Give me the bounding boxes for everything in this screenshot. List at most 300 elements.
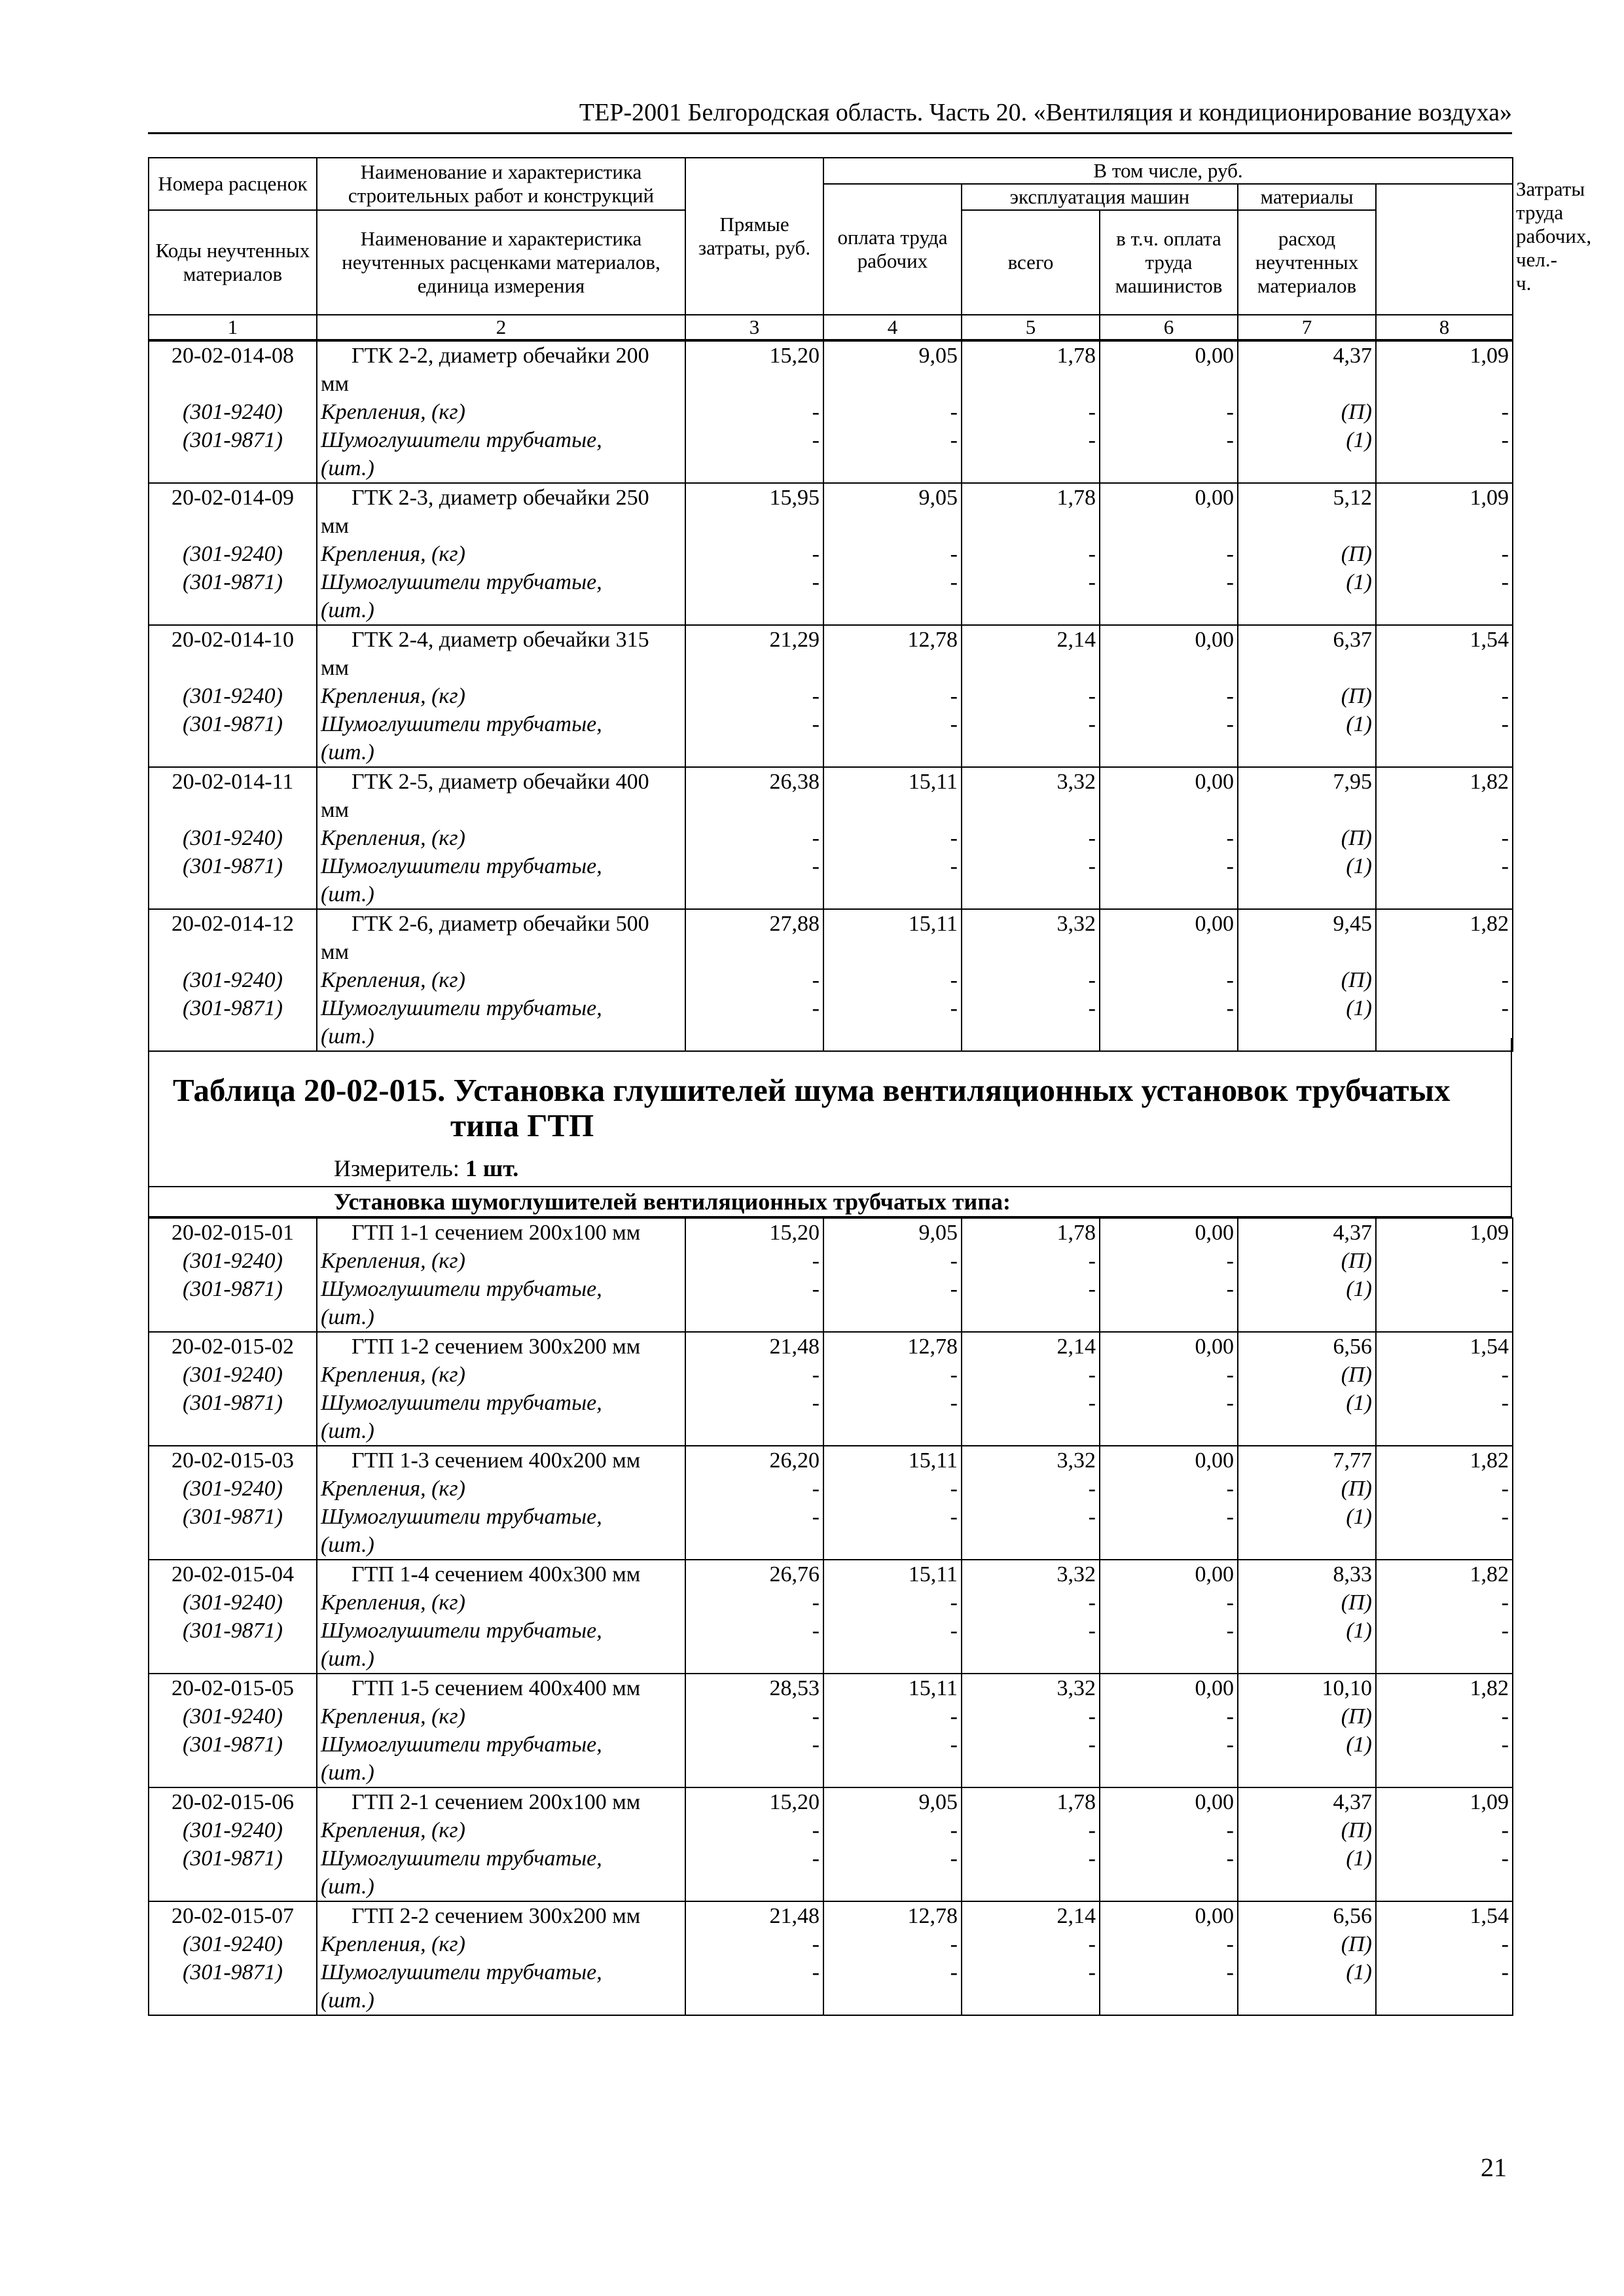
material-name: Крепления, (кг) xyxy=(317,1247,685,1275)
dash-cell: - xyxy=(1376,1731,1513,1759)
direct-costs: 21,48 xyxy=(685,1332,823,1361)
dash-cell: - xyxy=(1100,1930,1238,1958)
material-row xyxy=(149,966,1513,994)
material-row-continuation xyxy=(149,1873,1513,1901)
material-row xyxy=(149,568,1513,596)
empty-cell xyxy=(1100,596,1238,625)
rate-code: 20-02-014-10 xyxy=(149,625,317,654)
dash-cell: - xyxy=(1376,824,1513,852)
rate-code: 20-02-015-03 xyxy=(149,1446,317,1475)
empty-cell xyxy=(685,1986,823,2015)
material-row xyxy=(149,1958,1513,1986)
dash-cell: - xyxy=(1376,1275,1513,1303)
direct-costs: 27,88 xyxy=(685,909,823,938)
empty-cell xyxy=(823,370,962,398)
dash-cell: - xyxy=(1376,1588,1513,1617)
empty-cell xyxy=(149,738,317,767)
empty-cell xyxy=(823,654,962,682)
material-row xyxy=(149,1930,1513,1958)
col-num-8: 8 xyxy=(1376,315,1513,340)
labor-pay: 9,05 xyxy=(823,1218,962,1247)
material-code: (301-9871) xyxy=(149,852,317,880)
empty-cell xyxy=(1238,796,1376,824)
empty-cell xyxy=(1238,512,1376,540)
empty-cell xyxy=(962,454,1100,483)
empty-cell xyxy=(1376,454,1513,483)
machines-total: 1,78 xyxy=(962,483,1100,512)
machinists-pay: 0,00 xyxy=(1100,1560,1238,1588)
empty-cell xyxy=(149,370,317,398)
empty-cell xyxy=(1238,1759,1376,1787)
empty-cell xyxy=(962,1531,1100,1560)
empty-cell xyxy=(1238,1986,1376,2015)
empty-cell xyxy=(962,938,1100,966)
material-code: (301-9871) xyxy=(149,1617,317,1645)
dash-cell: - xyxy=(685,1731,823,1759)
material-name: Шумоглушители трубчатые, xyxy=(317,852,685,880)
empty-cell xyxy=(1238,1417,1376,1446)
empty-cell xyxy=(1376,938,1513,966)
material-name: Шумоглушители трубчатые, xyxy=(317,568,685,596)
labor-pay: 9,05 xyxy=(823,483,962,512)
rate-code: 20-02-015-04 xyxy=(149,1560,317,1588)
col-num-4: 4 xyxy=(823,315,962,340)
empty-cell xyxy=(685,1531,823,1560)
dash-cell: - xyxy=(1376,1503,1513,1531)
empty-cell xyxy=(1100,1303,1238,1332)
empty-cell xyxy=(962,738,1100,767)
labor-hours: 1,09 xyxy=(1376,341,1513,370)
empty-cell xyxy=(1238,454,1376,483)
dash-cell: - xyxy=(823,1958,962,1986)
empty-cell xyxy=(823,1759,962,1787)
table-section-title xyxy=(148,1038,1512,1186)
material-row xyxy=(149,398,1513,426)
page-number: 21 xyxy=(1481,2153,1507,2182)
material-code: (301-9240) xyxy=(149,398,317,426)
rate-code: 20-02-014-09 xyxy=(149,483,317,512)
empty-cell xyxy=(685,454,823,483)
direct-costs: 26,38 xyxy=(685,767,823,796)
work-name: ГТК 2-3, диаметр обечайки 250 xyxy=(317,483,685,512)
material-row xyxy=(149,1588,1513,1617)
dash-cell: - xyxy=(685,1588,823,1617)
dash-cell: - xyxy=(823,1389,962,1417)
dash-cell: - xyxy=(1376,426,1513,454)
dash-cell: - xyxy=(962,1503,1100,1531)
labor-hours: 1,82 xyxy=(1376,1674,1513,1702)
dash-cell: - xyxy=(1376,1475,1513,1503)
material-name: Крепления, (кг) xyxy=(317,682,685,710)
machinists-pay: 0,00 xyxy=(1100,1901,1238,1930)
empty-cell xyxy=(962,880,1100,909)
table-row xyxy=(149,1218,1513,1247)
material-row xyxy=(149,1503,1513,1531)
material-qty: (П) xyxy=(1238,1702,1376,1731)
labor-pay: 15,11 xyxy=(823,1674,962,1702)
material-qty: (П) xyxy=(1238,1588,1376,1617)
empty-cell xyxy=(962,1873,1100,1901)
material-qty: (П) xyxy=(1238,1816,1376,1844)
material-qty: (П) xyxy=(1238,1930,1376,1958)
dash-cell: - xyxy=(1376,1361,1513,1389)
dash-cell: - xyxy=(962,1617,1100,1645)
dash-cell: - xyxy=(1100,1844,1238,1873)
material-row xyxy=(149,1475,1513,1503)
material-code: (301-9871) xyxy=(149,1844,317,1873)
col-num-6: 6 xyxy=(1100,315,1238,340)
dash-cell: - xyxy=(685,1361,823,1389)
dash-cell: - xyxy=(1100,710,1238,738)
empty-cell xyxy=(962,512,1100,540)
dash-cell: - xyxy=(823,1731,962,1759)
dash-cell: - xyxy=(823,1475,962,1503)
dash-cell: - xyxy=(1100,1503,1238,1531)
material-name: Крепления, (кг) xyxy=(317,1702,685,1731)
dash-cell: - xyxy=(685,852,823,880)
work-name-cont: мм xyxy=(317,938,685,966)
empty-cell xyxy=(962,1303,1100,1332)
machines-total: 3,32 xyxy=(962,909,1100,938)
material-code: (301-9871) xyxy=(149,426,317,454)
empty-cell xyxy=(685,596,823,625)
dash-cell: - xyxy=(1376,1702,1513,1731)
material-qty: (1) xyxy=(1238,426,1376,454)
rate-code: 20-02-015-07 xyxy=(149,1901,317,1930)
machinists-pay: 0,00 xyxy=(1100,1787,1238,1816)
empty-cell xyxy=(1100,1986,1238,2015)
materials: 5,12 xyxy=(1238,483,1376,512)
dash-cell: - xyxy=(823,540,962,568)
machines-total: 2,14 xyxy=(962,1332,1100,1361)
material-row xyxy=(149,1275,1513,1303)
material-name: Шумоглушители трубчатые, xyxy=(317,994,685,1022)
dash-cell: - xyxy=(1100,1731,1238,1759)
table-row xyxy=(149,625,1513,654)
running-header: ТЕР-2001 Белгородская область. Часть 20. «Вентиляция и кондиционирование воздуха» xyxy=(148,93,1512,134)
empty-cell xyxy=(1238,1303,1376,1332)
dash-cell: - xyxy=(823,1702,962,1731)
work-name: ГТП 2-2 сечением 300х200 мм xyxy=(317,1901,685,1930)
dash-cell: - xyxy=(962,1247,1100,1275)
material-name: Шумоглушители трубчатые, xyxy=(317,1389,685,1417)
empty-cell xyxy=(1238,738,1376,767)
dash-cell: - xyxy=(1100,1475,1238,1503)
material-code: (301-9240) xyxy=(149,1816,317,1844)
dash-cell: - xyxy=(1100,540,1238,568)
rate-code: 20-02-014-11 xyxy=(149,767,317,796)
material-row xyxy=(149,1389,1513,1417)
material-qty: (П) xyxy=(1238,398,1376,426)
rates-table-bottom xyxy=(148,1217,1513,2016)
material-row xyxy=(149,1816,1513,1844)
material-row xyxy=(149,710,1513,738)
material-code: (301-9871) xyxy=(149,1389,317,1417)
dash-cell: - xyxy=(823,1275,962,1303)
material-name: Крепления, (кг) xyxy=(317,966,685,994)
dash-cell: - xyxy=(962,1588,1100,1617)
empty-cell xyxy=(149,512,317,540)
dash-cell: - xyxy=(1376,1617,1513,1645)
material-qty: (П) xyxy=(1238,540,1376,568)
dash-cell: - xyxy=(1376,568,1513,596)
empty-cell xyxy=(1376,1417,1513,1446)
material-row xyxy=(149,852,1513,880)
empty-cell xyxy=(1100,1873,1238,1901)
dash-cell: - xyxy=(1376,966,1513,994)
empty-cell xyxy=(1376,738,1513,767)
material-name: Крепления, (кг) xyxy=(317,540,685,568)
material-name: Шумоглушители трубчатые, xyxy=(317,1844,685,1873)
dash-cell: - xyxy=(685,994,823,1022)
dash-cell: - xyxy=(685,540,823,568)
dash-cell: - xyxy=(1100,966,1238,994)
empty-cell xyxy=(685,512,823,540)
labor-hours: 1,09 xyxy=(1376,1787,1513,1816)
dash-cell: - xyxy=(962,682,1100,710)
empty-cell xyxy=(1100,370,1238,398)
dash-cell: - xyxy=(823,426,962,454)
material-name: Крепления, (кг) xyxy=(317,1816,685,1844)
dash-cell: - xyxy=(962,426,1100,454)
material-unit: (шт.) xyxy=(317,1986,685,2015)
dash-cell: - xyxy=(685,1702,823,1731)
empty-cell xyxy=(1238,938,1376,966)
dash-cell: - xyxy=(1376,398,1513,426)
material-row-continuation xyxy=(149,1303,1513,1332)
work-name: ГТК 2-2, диаметр обечайки 200 xyxy=(317,341,685,370)
rate-code: 20-02-014-12 xyxy=(149,909,317,938)
empty-cell xyxy=(685,1759,823,1787)
material-code: (301-9871) xyxy=(149,1275,317,1303)
materials: 6,37 xyxy=(1238,625,1376,654)
material-unit: (шт.) xyxy=(317,1022,685,1051)
labor-pay: 15,11 xyxy=(823,909,962,938)
material-row xyxy=(149,1361,1513,1389)
material-unit: (шт.) xyxy=(317,454,685,483)
material-qty: (1) xyxy=(1238,1389,1376,1417)
work-name: ГТП 2-1 сечением 200х100 мм xyxy=(317,1787,685,1816)
table-row-continuation xyxy=(149,370,1513,398)
dash-cell: - xyxy=(823,824,962,852)
material-row-continuation xyxy=(149,454,1513,483)
machines-total: 3,32 xyxy=(962,767,1100,796)
material-code: (301-9871) xyxy=(149,568,317,596)
dash-cell: - xyxy=(1376,682,1513,710)
materials: 7,95 xyxy=(1238,767,1376,796)
table-row xyxy=(149,909,1513,938)
material-name: Шумоглушители трубчатые, xyxy=(317,1958,685,1986)
empty-cell xyxy=(823,1531,962,1560)
dash-cell: - xyxy=(1376,852,1513,880)
machinists-pay: 0,00 xyxy=(1100,1446,1238,1475)
direct-costs: 15,20 xyxy=(685,1787,823,1816)
dash-cell: - xyxy=(1100,1958,1238,1986)
dash-cell: - xyxy=(1376,1844,1513,1873)
empty-cell xyxy=(1100,1417,1238,1446)
material-qty: (П) xyxy=(1238,966,1376,994)
empty-cell xyxy=(149,596,317,625)
empty-cell xyxy=(823,512,962,540)
empty-cell xyxy=(1100,1759,1238,1787)
rate-code: 20-02-015-05 xyxy=(149,1674,317,1702)
empty-cell xyxy=(1376,1986,1513,2015)
material-name: Крепления, (кг) xyxy=(317,1361,685,1389)
work-name: ГТП 1-5 сечением 400х400 мм xyxy=(317,1674,685,1702)
work-name-cont: мм xyxy=(317,796,685,824)
labor-hours: 1,09 xyxy=(1376,1218,1513,1247)
material-row-continuation xyxy=(149,1759,1513,1787)
empty-cell xyxy=(1376,1303,1513,1332)
material-qty: (1) xyxy=(1238,994,1376,1022)
dash-cell: - xyxy=(1100,994,1238,1022)
empty-cell xyxy=(1376,1759,1513,1787)
dash-cell: - xyxy=(962,1958,1100,1986)
material-name: Крепления, (кг) xyxy=(317,1475,685,1503)
labor-hours: 1,09 xyxy=(1376,483,1513,512)
dash-cell: - xyxy=(1100,682,1238,710)
table-row-continuation xyxy=(149,512,1513,540)
labor-hours: 1,82 xyxy=(1376,1446,1513,1475)
empty-cell xyxy=(1376,1873,1513,1901)
empty-cell xyxy=(1376,1645,1513,1674)
material-code: (301-9240) xyxy=(149,682,317,710)
dash-cell: - xyxy=(685,568,823,596)
col2-bottom: Наименование и характеристика неучтенных расценками материалов, единица измерения xyxy=(317,210,685,315)
dash-cell: - xyxy=(962,1816,1100,1844)
material-name: Шумоглушители трубчатые, xyxy=(317,426,685,454)
dash-cell: - xyxy=(685,1844,823,1873)
materials: 8,33 xyxy=(1238,1560,1376,1588)
dash-cell: - xyxy=(1100,1361,1238,1389)
dash-cell: - xyxy=(685,1930,823,1958)
dash-cell: - xyxy=(1100,568,1238,596)
empty-cell xyxy=(962,1759,1100,1787)
dash-cell: - xyxy=(685,1475,823,1503)
empty-cell xyxy=(149,1303,317,1332)
machines-total-head: всего xyxy=(962,210,1100,315)
material-name: Крепления, (кг) xyxy=(317,1588,685,1617)
empty-cell xyxy=(1100,938,1238,966)
empty-cell xyxy=(149,1873,317,1901)
dash-cell: - xyxy=(962,1275,1100,1303)
empty-cell xyxy=(1100,512,1238,540)
col1-top: Номера расценок xyxy=(149,158,317,210)
material-row xyxy=(149,1247,1513,1275)
col-num-5: 5 xyxy=(962,315,1100,340)
dash-cell: - xyxy=(685,1503,823,1531)
material-code: (301-9871) xyxy=(149,1731,317,1759)
empty-cell xyxy=(149,1645,317,1674)
table-row xyxy=(149,1332,1513,1361)
machines-total: 3,32 xyxy=(962,1560,1100,1588)
dash-cell: - xyxy=(685,824,823,852)
dash-cell: - xyxy=(962,1702,1100,1731)
empty-cell xyxy=(1376,1531,1513,1560)
empty-cell xyxy=(685,1303,823,1332)
material-name: Крепления, (кг) xyxy=(317,398,685,426)
empty-cell xyxy=(1100,796,1238,824)
material-name: Шумоглушители трубчатые, xyxy=(317,1275,685,1303)
group-heading: Установка шумоглушителей вентиляционных трубчатых типа: xyxy=(148,1186,1512,1217)
material-code: (301-9240) xyxy=(149,540,317,568)
empty-cell xyxy=(1376,880,1513,909)
col-num-7: 7 xyxy=(1238,315,1376,340)
machinists-pay: 0,00 xyxy=(1100,341,1238,370)
dash-cell: - xyxy=(1100,852,1238,880)
material-qty: (П) xyxy=(1238,682,1376,710)
empty-cell xyxy=(823,880,962,909)
empty-cell xyxy=(1100,1531,1238,1560)
machinists-pay: 0,00 xyxy=(1100,767,1238,796)
material-qty: (П) xyxy=(1238,1361,1376,1389)
direct-costs: 26,76 xyxy=(685,1560,823,1588)
dash-cell: - xyxy=(823,1247,962,1275)
dash-cell: - xyxy=(1376,1389,1513,1417)
dash-cell: - xyxy=(823,1503,962,1531)
dash-cell: - xyxy=(962,1731,1100,1759)
labor-hours: 1,82 xyxy=(1376,767,1513,796)
machines-total: 1,78 xyxy=(962,341,1100,370)
table-row-continuation xyxy=(149,938,1513,966)
dash-cell: - xyxy=(1376,1958,1513,1986)
material-row xyxy=(149,1702,1513,1731)
empty-cell xyxy=(1238,370,1376,398)
table-row xyxy=(149,1446,1513,1475)
dash-cell: - xyxy=(1376,710,1513,738)
labor-pay: 15,11 xyxy=(823,767,962,796)
work-name: ГТК 2-4, диаметр обечайки 315 xyxy=(317,625,685,654)
empty-cell xyxy=(1238,596,1376,625)
incl-head: В том числе, руб. xyxy=(823,158,1513,184)
material-name: Шумоглушители трубчатые, xyxy=(317,1617,685,1645)
empty-cell xyxy=(823,1986,962,2015)
empty-cell xyxy=(685,1873,823,1901)
machinists-pay: 0,00 xyxy=(1100,1674,1238,1702)
labor-pay: 12,78 xyxy=(823,1901,962,1930)
materials: 4,37 xyxy=(1238,1787,1376,1816)
work-name: ГТП 1-1 сечением 200х100 мм xyxy=(317,1218,685,1247)
material-row xyxy=(149,1731,1513,1759)
rate-code: 20-02-014-08 xyxy=(149,341,317,370)
material-qty: (1) xyxy=(1238,1617,1376,1645)
material-row-continuation xyxy=(149,1986,1513,2015)
dash-cell: - xyxy=(685,1247,823,1275)
dash-cell: - xyxy=(1100,426,1238,454)
material-qty: (1) xyxy=(1238,710,1376,738)
col-num-3: 3 xyxy=(685,315,823,340)
material-unit: (шт.) xyxy=(317,880,685,909)
dash-cell: - xyxy=(823,1844,962,1873)
empty-cell xyxy=(962,596,1100,625)
work-name: ГТП 1-3 сечением 400х200 мм xyxy=(317,1446,685,1475)
material-row xyxy=(149,1844,1513,1873)
dash-cell: - xyxy=(962,1844,1100,1873)
empty-cell xyxy=(1100,454,1238,483)
labor-hours: 1,82 xyxy=(1376,1560,1513,1588)
empty-cell xyxy=(1238,1873,1376,1901)
dash-cell: - xyxy=(823,1588,962,1617)
dash-cell: - xyxy=(1100,1617,1238,1645)
machines-head: эксплуатация машин xyxy=(962,184,1238,210)
labor-pay: 9,05 xyxy=(823,1787,962,1816)
table-row xyxy=(149,1674,1513,1702)
dash-cell: - xyxy=(685,1617,823,1645)
empty-cell xyxy=(823,938,962,966)
machinists-pay: 0,00 xyxy=(1100,483,1238,512)
empty-cell xyxy=(685,654,823,682)
empty-cell xyxy=(149,1417,317,1446)
